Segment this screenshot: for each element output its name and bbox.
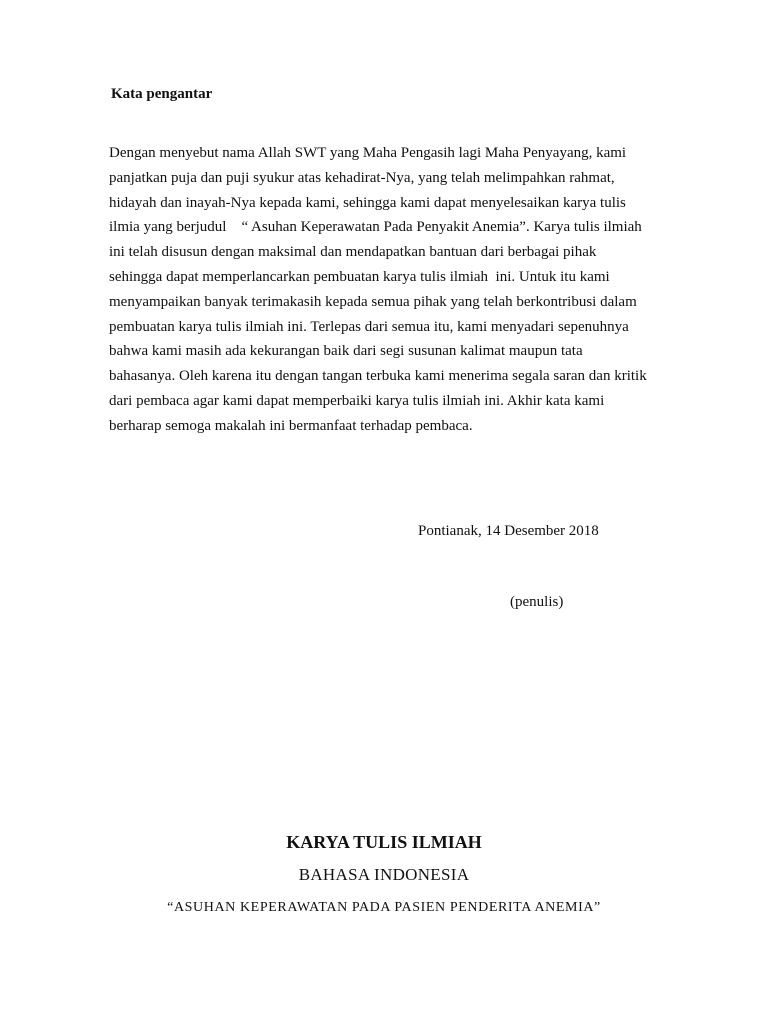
paragraph-line: hidayah dan inayah-Nya kepada kami, sehingga kami dapat menyelesaikan karya tulis xyxy=(109,194,626,211)
paragraph-line: pembuatan karya tulis ilmiah ini. Terlepas dari semua itu, kami menyadari sepenuhnya xyxy=(109,318,629,335)
paragraph-line: ilmia yang berjudul “ Asuhan Keperawatan Pada Penyakit Anemia”. Karya tulis ilmiah xyxy=(109,219,642,236)
paragraph-line: berharap semoga makalah ini bermanfaat terhadap pembaca. xyxy=(109,417,473,434)
paragraph-line: bahwa kami masih ada kekurangan baik dari segi susunan kalimat maupun tata xyxy=(109,343,583,360)
paragraph-line: panjatkan puja dan puji syukur atas kehadirat-Nya, yang telah melimpahkan rahmat, xyxy=(109,169,615,186)
place-date: Pontianak, 14 Desember 2018 xyxy=(418,523,599,539)
paragraph-line: menyampaikan banyak terimakasih kepada semua pihak yang telah berkontribusi dalam xyxy=(109,293,637,310)
paragraph-line: bahasanya. Oleh karena itu dengan tangan terbuka kami menerima segala saran dan kritik xyxy=(109,368,647,385)
cover-title: KARYA TULIS ILMIAH xyxy=(286,832,482,852)
cover-topic: “ASUHAN KEPERAWATAN PADA PASIEN PENDERITA ANEMIA” xyxy=(167,900,601,915)
paragraph-line: dari pembaca agar kami dapat memperbaiki karya tulis ilmiah ini. Akhir kata kami xyxy=(109,392,605,409)
cover-subject: BAHASA INDONESIA xyxy=(298,865,470,884)
paragraph-line: Dengan menyebut nama Allah SWT yang Maha Pengasih lagi Maha Penyayang, kami xyxy=(109,145,627,161)
author-signature: (penulis) xyxy=(510,594,564,610)
section-heading: Kata pengantar xyxy=(111,86,213,102)
preface-paragraph xyxy=(109,141,669,439)
paragraph-line: sehingga dapat memperlancarkan pembuatan karya tulis ilmiah ini. Untuk itu kami xyxy=(109,268,610,285)
paragraph-line: ini telah disusun dengan maksimal dan mendapatkan bantuan dari berbagai pihak xyxy=(109,244,597,261)
